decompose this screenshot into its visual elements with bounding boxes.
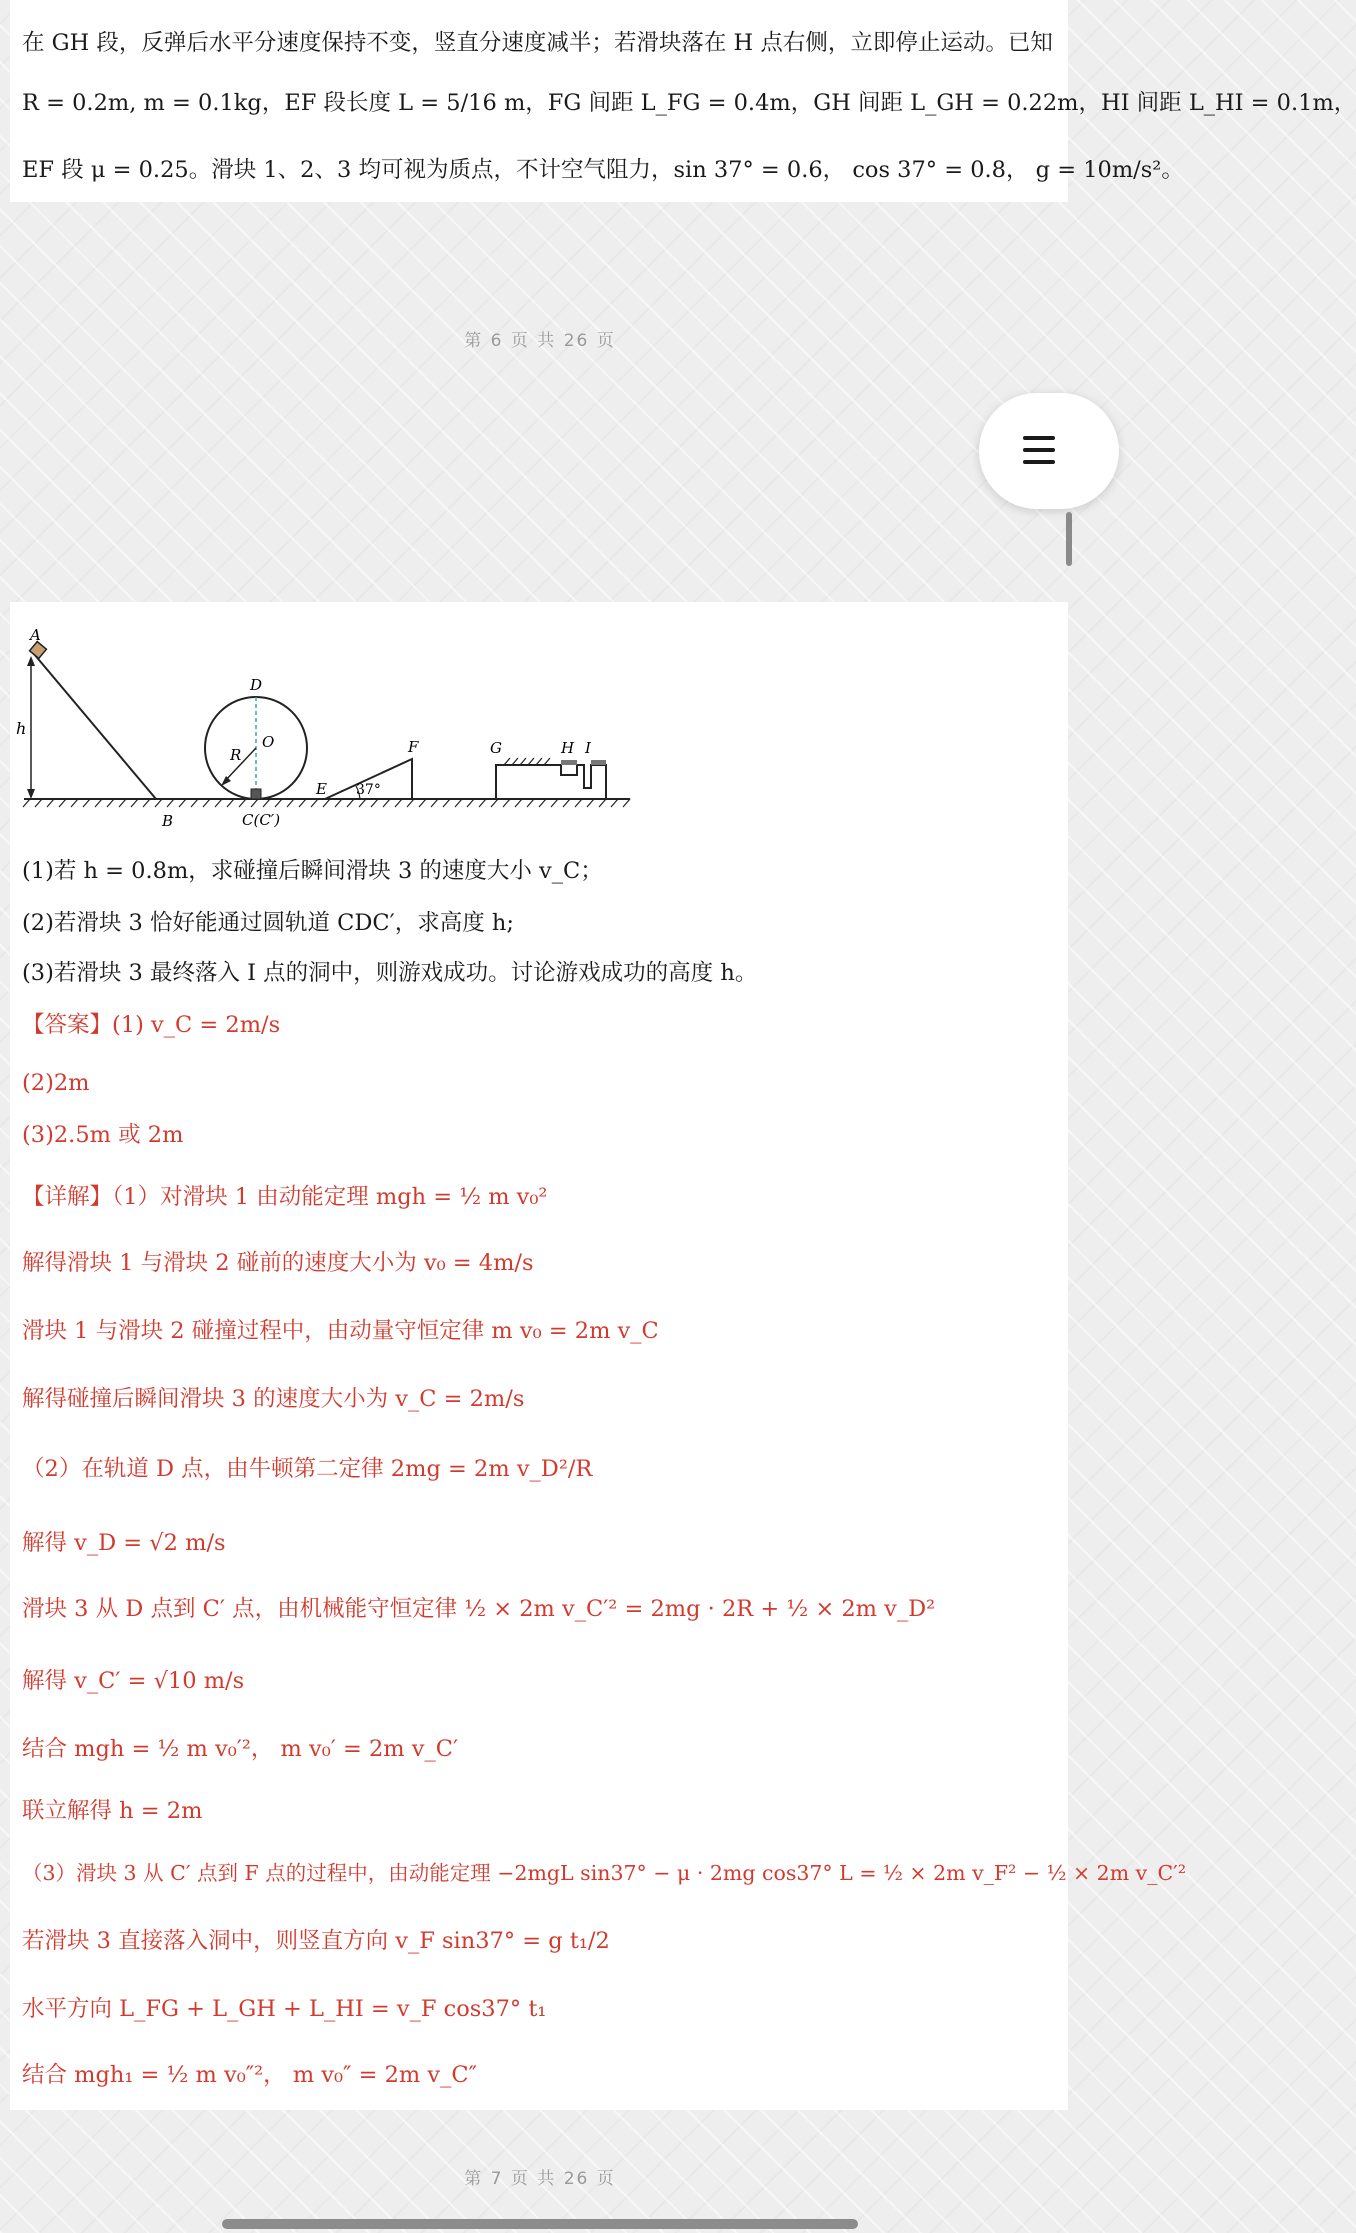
solution-line: 滑块 3 从 D 点到 C′ 点，由机械能守恒定律 ½ × 2m v_C′² = 2mg · 2R + ½ × 2m v_D²	[22, 1596, 936, 1622]
solution-line: 解得滑块 1 与滑块 2 碰前的速度大小为 v₀ = 4m/s	[22, 1250, 534, 1276]
page-6-content	[10, 0, 1356, 202]
problem-text-line: EF 段 μ = 0.25。滑块 1、2、3 均可视为质点，不计空气阻力，sin 37° = 0.6， cos 37° = 0.8， g = 10m/s²。	[22, 157, 1184, 183]
solution-line: 滑块 1 与滑块 2 碰撞过程中，由动量守恒定律 m v₀ = 2m v_C	[22, 1318, 659, 1344]
label-g: G	[490, 739, 502, 757]
page-footer: 第 6 页 共 26 页	[464, 331, 616, 351]
page-7-content	[10, 602, 1187, 2110]
solution-line: 若滑块 3 直接落入洞中，则竖直方向 v_F sin37° = g t₁/2	[22, 1928, 610, 1954]
answer-label: 【答案】	[22, 1012, 113, 1038]
physics-diagram	[10, 616, 650, 836]
label-angle: 37°	[356, 782, 381, 798]
label-o: O	[262, 733, 275, 751]
problem-text-line: R = 0.2m, m = 0.1kg，EF 段长度 L = 5/16 m，FG 间距 L_FG = 0.4m，GH 间距 L_GH = 0.22m，HI 间距 L_HI = 0.1m，	[22, 90, 1356, 116]
solution-line: 联立解得 h = 2m	[22, 1798, 203, 1824]
solution-line: 解得碰撞后瞬间滑块 3 的速度大小为 v_C = 2m/s	[22, 1386, 525, 1412]
label-e: E	[316, 780, 327, 798]
question-3: (3)若滑块 3 最终落入 I 点的洞中，则游戏成功。讨论游戏成功的高度 h。	[22, 960, 758, 986]
solution-line: 解得 v_C′ = √10 m/s	[22, 1668, 245, 1694]
question-1: (1)若 h = 0.8m，求碰撞后瞬间滑块 3 的速度大小 v_C；	[22, 858, 603, 884]
label-a: A	[30, 626, 41, 644]
solution-label: 【详解】	[22, 1184, 113, 1210]
label-c: C(C′)	[242, 811, 281, 829]
solution-line: 解得 v_D = √2 m/s	[22, 1530, 226, 1556]
solution-line: （2）在轨道 D 点，由牛顿第二定律 2mg = 2m v_D²/R	[22, 1456, 593, 1482]
label-r: R	[230, 746, 242, 764]
label-h: h	[16, 719, 27, 738]
label-f: F	[408, 738, 419, 756]
label-i: I	[585, 739, 591, 757]
problem-text-line: 在 GH 段，反弹后水平分速度保持不变，竖直分速度减半；若滑块落在 H 点右侧，立即停止运动。已知	[22, 30, 1053, 56]
answer-line-2: (2)2m	[22, 1070, 90, 1096]
label-d: D	[250, 676, 263, 694]
solution-line: （3）滑块 3 从 C′ 点到 F 点的过程中，由动能定理 −2mgL sin37° − μ · 2mg cos37° L = ½ × 2m v_F² − ½ × 2m v_C′²	[22, 1861, 1187, 1885]
label-h-point: H	[561, 739, 575, 757]
answer-line-3: (3)2.5m 或 2m	[22, 1122, 184, 1148]
label-b: B	[162, 812, 174, 830]
page-footer: 第 7 页 共 26 页	[464, 2169, 616, 2189]
solution-line: 水平方向 L_FG + L_GH + L_HI = v_F cos37° t₁	[22, 1996, 547, 2022]
question-2: (2)若滑块 3 恰好能通过圆轨道 CDC′，求高度 h;	[22, 910, 514, 936]
answer-line-1: 【答案】(1) v_C = 2m/s	[22, 1012, 281, 1038]
scrollbar-thumb[interactable]	[1066, 512, 1072, 566]
home-indicator[interactable]	[222, 2219, 858, 2229]
solution-line: 结合 mgh = ½ m v₀′²， m v₀′ = 2m v_C′	[22, 1736, 459, 1762]
solution-line: 【详解】（1）对滑块 1 由动能定理 mgh = ½ m v₀²	[22, 1184, 548, 1210]
menu-button[interactable]	[979, 393, 1119, 509]
solution-line: 结合 mgh₁ = ½ m v₀″²， m v₀″ = 2m v_C″	[22, 2062, 477, 2088]
